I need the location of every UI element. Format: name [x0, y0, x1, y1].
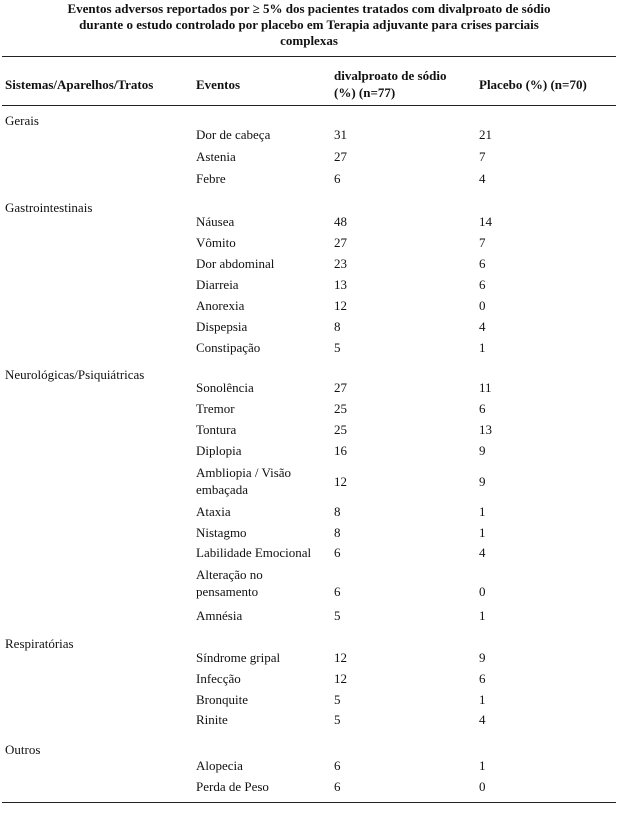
- event-cell: Ambliopia / Visão embaçada: [196, 465, 292, 497]
- drug-value-cell: 31: [334, 127, 347, 142]
- placebo-value-cell: 13: [479, 422, 492, 437]
- drug-value-cell: 27: [334, 380, 347, 395]
- bottom-rule: [2, 802, 616, 803]
- title-line: complexas: [280, 33, 338, 48]
- header-system: Sistemas/Aparelhos/Tratos: [5, 77, 154, 92]
- placebo-value-cell: 6: [479, 671, 486, 686]
- placebo-value-cell: 1: [479, 692, 486, 707]
- drug-value-cell: 6: [334, 171, 341, 186]
- event-cell: Alteração no pensamento: [196, 567, 263, 599]
- placebo-value-cell: 1: [479, 504, 486, 519]
- group-label: Respiratórias: [5, 636, 74, 651]
- header-placebo: Placebo (%) (n=70): [479, 77, 587, 92]
- placebo-value-cell: 7: [479, 235, 486, 250]
- drug-value-cell: 27: [334, 149, 347, 164]
- drug-value-cell: 5: [334, 712, 341, 727]
- event-cell: Ataxia: [196, 504, 231, 519]
- event-cell: Sonolência: [196, 380, 254, 395]
- placebo-value-cell: 21: [479, 127, 492, 142]
- event-cell: Constipação: [196, 340, 261, 355]
- drug-value-cell: 6: [334, 779, 341, 794]
- placebo-value-cell: 9: [479, 443, 486, 458]
- group-label: Outros: [5, 742, 41, 757]
- event-cell: Rinite: [196, 712, 228, 727]
- placebo-value-cell: 14: [479, 214, 492, 229]
- group-label: Gerais: [5, 113, 39, 128]
- drug-value-cell: 27: [334, 235, 347, 250]
- event-cell: Nistagmo: [196, 525, 247, 540]
- event-cell: Perda de Peso: [196, 779, 269, 794]
- event-cell: Amnésia: [196, 608, 243, 623]
- drug-value-cell: 8: [334, 525, 341, 540]
- drug-value-cell: 12: [334, 671, 347, 686]
- drug-value-cell: 12: [334, 474, 347, 489]
- placebo-value-cell: 4: [479, 545, 486, 560]
- header-event: Eventos: [196, 77, 241, 92]
- event-cell: Vômito: [196, 235, 236, 250]
- event-cell: Dispepsia: [196, 319, 248, 334]
- drug-value-cell: 12: [334, 298, 347, 313]
- drug-value-cell: 12: [334, 650, 347, 665]
- placebo-value-cell: 1: [479, 758, 486, 773]
- event-cell: Astenia: [196, 149, 236, 164]
- event-cell: Febre: [196, 171, 226, 186]
- event-cell: Anorexia: [196, 298, 245, 313]
- placebo-value-cell: 1: [479, 525, 486, 540]
- event-cell: Tontura: [196, 422, 237, 437]
- drug-value-cell: 25: [334, 401, 347, 416]
- event-cell: Diarreia: [196, 277, 239, 292]
- placebo-value-cell: 9: [479, 650, 486, 665]
- placebo-value-cell: 6: [479, 256, 486, 271]
- drug-value-cell: 5: [334, 340, 341, 355]
- event-cell: Bronquite: [196, 692, 248, 707]
- drug-value-cell: 5: [334, 608, 341, 623]
- event-cell: Tremor: [196, 401, 235, 416]
- drug-value-cell: 25: [334, 422, 347, 437]
- event-cell: Dor abdominal: [196, 256, 275, 271]
- table-title: [0, 1, 618, 49]
- group-label: Neurológicas/Psiquiátricas: [5, 367, 145, 382]
- placebo-value-cell: 1: [479, 608, 486, 623]
- title-line: durante o estudo controlado por placebo em Terapia adjuvante para crises parciais: [79, 17, 539, 32]
- placebo-value-cell: 0: [479, 298, 486, 313]
- placebo-value-cell: 4: [479, 171, 486, 186]
- drug-value-cell: 8: [334, 504, 341, 519]
- drug-value-cell: 13: [334, 277, 347, 292]
- drug-value-cell: 8: [334, 319, 341, 334]
- drug-value-cell: 48: [334, 214, 347, 229]
- placebo-value-cell: 4: [479, 712, 486, 727]
- drug-value-cell: 5: [334, 692, 341, 707]
- event-cell: Dor de cabeça: [196, 127, 271, 142]
- event-cell: Síndrome gripal: [196, 650, 281, 665]
- placebo-value-cell: 6: [479, 277, 486, 292]
- placebo-value-cell: 11: [479, 380, 492, 395]
- drug-value-cell: 6: [334, 545, 341, 560]
- drug-value-cell: 23: [334, 256, 347, 271]
- top-rule: [2, 56, 616, 57]
- placebo-value-cell: 4: [479, 319, 486, 334]
- header-drug: [334, 67, 446, 101]
- placebo-value-cell: 1: [479, 340, 486, 355]
- placebo-value-cell: 0: [479, 584, 486, 599]
- placebo-value-cell: 6: [479, 401, 486, 416]
- drug-value-cell: 6: [334, 584, 341, 599]
- drug-value-cell: 16: [334, 443, 347, 458]
- header-drug-line: (%) (n=77): [334, 85, 396, 100]
- event-cell: Infecção: [196, 671, 241, 686]
- placebo-value-cell: 7: [479, 149, 486, 164]
- group-label: Gastrointestinais: [5, 200, 93, 215]
- event-cell: Náusea: [196, 214, 235, 229]
- placebo-value-cell: 0: [479, 779, 486, 794]
- placebo-value-cell: 9: [479, 474, 486, 489]
- event-cell: Labilidade Emocional: [196, 545, 312, 560]
- header-drug-line: divalproato de sódio: [334, 68, 447, 83]
- event-cell: Alopecia: [196, 758, 243, 773]
- drug-value-cell: 6: [334, 758, 341, 773]
- title-line: Eventos adversos reportados por ≥ 5% dos pacientes tratados com divalproato de sódio: [67, 1, 551, 16]
- event-cell: Diplopia: [196, 443, 242, 458]
- header-rule: [2, 105, 616, 106]
